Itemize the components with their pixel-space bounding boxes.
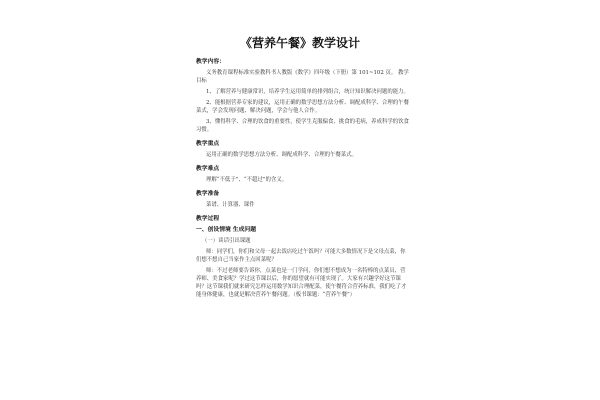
paragraph-teacher-1: 师：同学们，你们和父母一起去饭店吃过午饭吗？可能大多数情况下是父母点菜，你们想不想自己当家作主点回菜呢？	[196, 249, 406, 263]
paragraph-goal-1: 1、了解营养与健康常识，培养学生运用简单的排列组合，统计知识解决问题的能力。	[206, 89, 409, 95]
heading-key-points: 教学重点	[196, 141, 220, 147]
subheading-intro: （一）谈话引出课题	[202, 238, 251, 244]
paragraph-goal-3: 3、懂得科学、合理的饮食的重要性，使学生克服偏食、挑食的毛病，养成科学的饮食习惯。	[196, 119, 409, 133]
heading-preparation: 教学准备	[196, 191, 220, 197]
paragraph-preparation: 菜谱、计算器、课件	[206, 202, 255, 208]
paragraph-key-points: 运用正确的数学思想方法分析、调配成科学、合理的午餐菜式。	[206, 152, 357, 158]
paragraph-difficulties: 理解“不低于”、“不超过”的含义。	[206, 177, 288, 183]
heading-content: 教学内容：	[196, 59, 225, 65]
heading-process: 教学过程	[196, 216, 220, 222]
heading-difficulties: 教学难点	[196, 166, 220, 172]
paragraph-goal-2: 2、能根据营养专家的建议，运用正确的数学思想方法分析、调配成科学、合理的午餐菜式，学会发现问题、解决问题，学会与他人合作。	[196, 100, 409, 114]
paragraph-content: 义务教育课程标准实验教科书人教版《数学》四年级（下册）第 101~102 页。 教学目标	[196, 70, 409, 84]
document-title: 《营养午餐》教学设计	[239, 36, 360, 50]
subheading-scenario: 一、创设情境 生成问题	[196, 227, 256, 233]
paragraph-teacher-2: 师：不过老师要告诉你，点菜也是一门学问，你们想不想成为一名特棒的点菜员、营养师、美食家呢？学过这节课以后，你的愿望就有可能实现了。大家有兴趣学好这节课吗？这节课我们就来研究怎样运用数学知识合理配菜，使午餐符合营养标准，我们吃了才能身体健康，也就是解决营养午餐问题。（板书课题：“营养午餐”）	[196, 268, 407, 298]
document-body	[196, 52, 410, 299]
